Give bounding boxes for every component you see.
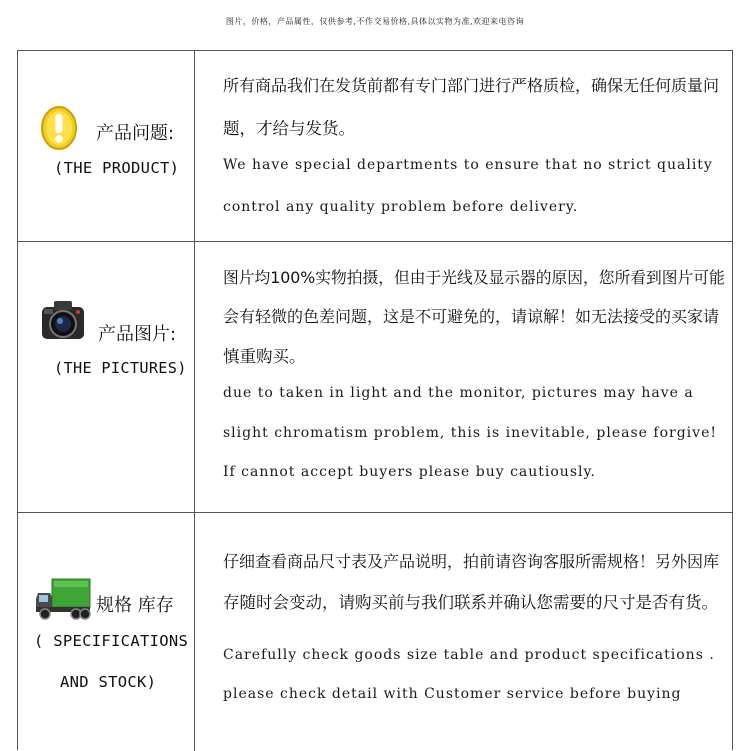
product-label-cell xyxy=(18,51,195,241)
pictures-zh-line-3: 慎重购买。 xyxy=(223,347,306,366)
specifications-en-line-2: please check detail with Customer service before buying xyxy=(223,686,682,702)
pictures-text-cell xyxy=(196,242,732,512)
pictures-zh-line-1: 图片均100%实物拍摄，但由于光线及显示器的原因，您所看到图片可能 xyxy=(223,268,725,287)
pictures-label-en: (THE PICTURES) xyxy=(54,359,187,377)
specifications-section xyxy=(18,513,732,751)
product-label-en: (THE PRODUCT) xyxy=(54,159,180,177)
disclaimer-header: 图片，价格，产品属性，仅供参考,不作交易价格,具体以实物为准,欢迎来电咨询 xyxy=(225,17,525,26)
pictures-en-line-1: due to taken in light and the monitor, pictures may have a xyxy=(223,385,694,401)
product-text-cell xyxy=(196,51,732,241)
specifications-zh-line-1: 仔细查看商品尺寸表及产品说明，拍前请咨询客服所需规格！另外因库 xyxy=(223,552,720,571)
pictures-label-zh: 产品图片: xyxy=(98,324,177,345)
info-table xyxy=(17,50,733,750)
delivery-truck-icon xyxy=(34,575,92,623)
product-en-line-2: control any quality problem before delivery. xyxy=(223,199,579,215)
specifications-text-cell xyxy=(196,513,732,751)
specifications-zh-line-2: 存随时会变动，请购买前与我们联系并确认您需要的尺寸是否有货。 xyxy=(223,593,718,612)
product-zh-line-1: 所有商品我们在发货前都有专门部门进行严格质检，确保无任何质量问 xyxy=(223,76,720,95)
product-section xyxy=(18,51,732,242)
pictures-en-line-2: slight chromatism problem, this is inevitable, please forgive! xyxy=(223,425,717,441)
specifications-label-en-line-2: AND STOCK) xyxy=(60,673,157,691)
specifications-en-line-1: Carefully check goods size table and product specifications . xyxy=(223,647,715,663)
product-zh-line-2: 题，才给与发货。 xyxy=(223,119,355,138)
camera-icon xyxy=(38,297,88,343)
product-label-zh: 产品问题: xyxy=(96,123,175,144)
pictures-zh-line-2: 会有轻微的色差问题，这是不可避免的，请谅解！如无法接受的买家请 xyxy=(223,307,720,326)
warning-exclamation-icon xyxy=(40,105,78,151)
specifications-label-en-line-1: ( SPECIFICATIONS xyxy=(34,632,189,650)
pictures-section xyxy=(18,242,732,513)
pictures-en-line-3: If cannot accept buyers please buy cautiously. xyxy=(223,464,596,480)
specifications-label-cell xyxy=(18,513,195,751)
pictures-label-cell xyxy=(18,242,195,512)
product-en-line-1: We have special departments to ensure that no strict quality xyxy=(223,157,713,173)
specifications-label-zh: 规格 库存 xyxy=(96,595,174,616)
